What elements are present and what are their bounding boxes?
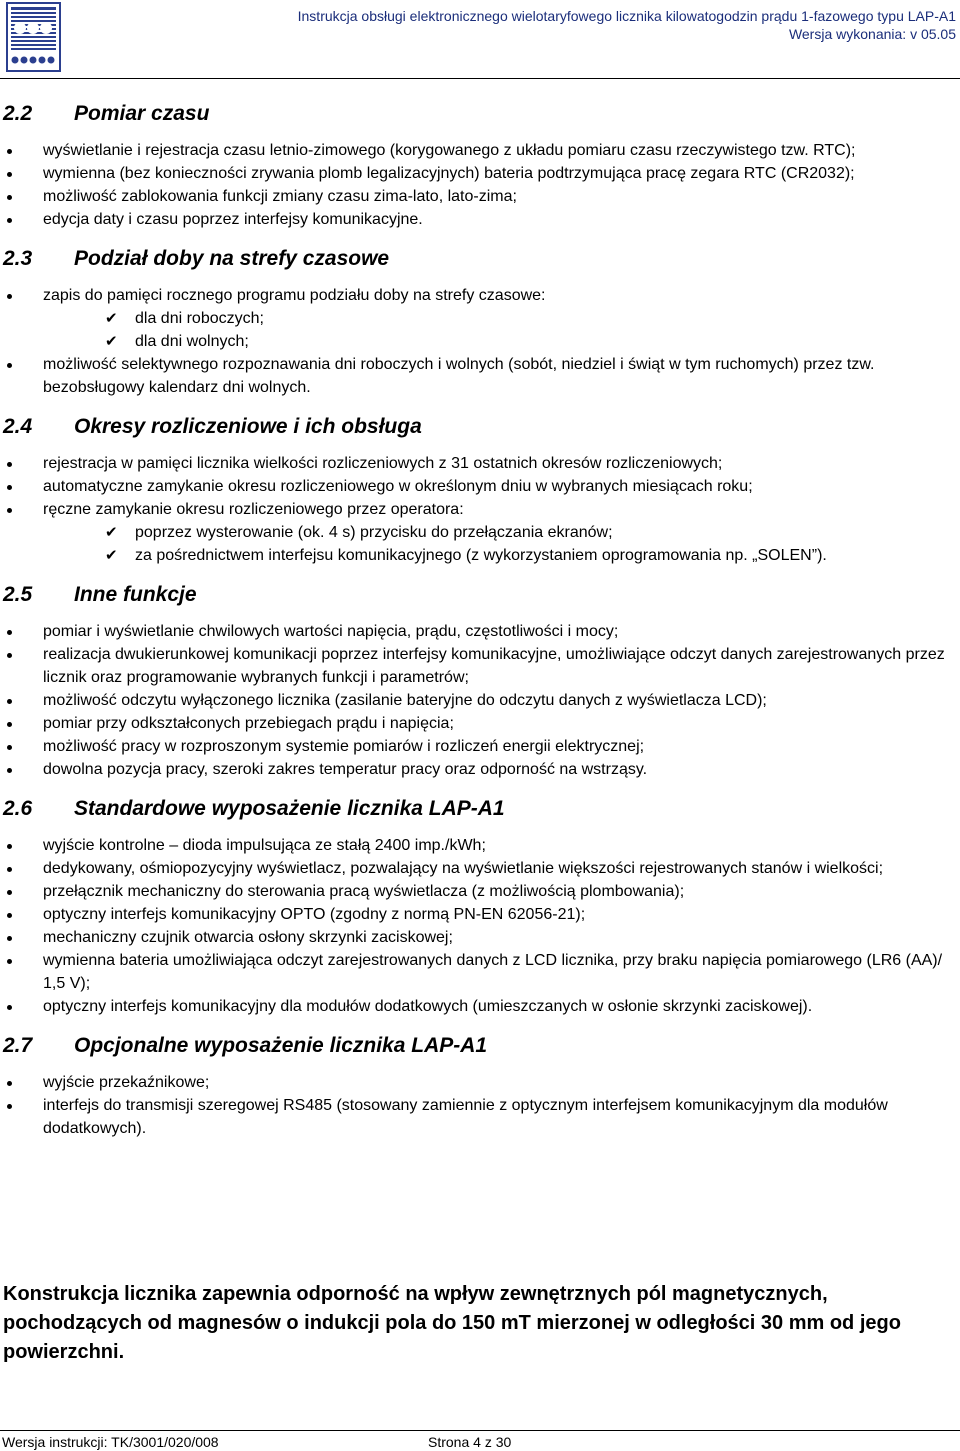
sub-list: [43, 307, 950, 353]
list-item-text: rejestracja w pamięci licznika wielkości rozliczeniowych z 31 ostatnich okresów rozliczeniowych;: [43, 455, 723, 472]
list-item: [0, 643, 960, 689]
list-item-text: wyświetlanie i rejestracja czasu letnio-zimowego (korygowanego z układu pomiaru czasu rzeczywistego tzw. RTC);: [43, 142, 856, 159]
list-item: [0, 452, 960, 475]
sub-list-item: [43, 544, 950, 567]
header-divider: [0, 78, 960, 79]
company-logo: [6, 2, 61, 72]
list-item-text: możliwość odczytu wyłączonego licznika (zasilanie bateryjne do odczytu danych z wyświetlacza LCD);: [43, 692, 767, 709]
section-2-5: [0, 583, 960, 781]
list-item-text: pomiar i wyświetlanie chwilowych wartości napięcia, prądu, częstotliwości i mocy;: [43, 623, 619, 640]
bullet-icon: [7, 172, 12, 177]
list-item: [0, 475, 960, 498]
section-heading: [0, 583, 960, 609]
list-item: [0, 880, 960, 903]
section-heading: [0, 247, 960, 273]
sub-list-item: [43, 521, 950, 544]
bullet-icon: [7, 699, 12, 704]
bullet-icon: [7, 630, 12, 635]
sub-list-item: [43, 307, 950, 330]
sub-list-item-text: za pośrednictwem interfejsu komunikacyjnego (z wykorzystaniem oprogramowania np. „SOLEN”).: [135, 547, 827, 564]
list-item: [0, 185, 960, 208]
magnetic-field-note: Konstrukcja licznika zapewnia odporność na wpływ zewnętrznych pól magnetycznych, pochodzących od magnesów o indukcji pola do 150 mT mierzonej w odległości 30 mm od jego powierzchni.: [3, 1283, 901, 1363]
list-item-text: mechaniczny czujnik otwarcia osłony skrzynki zaciskowej;: [43, 929, 453, 946]
document-body: [0, 92, 960, 1140]
section-title: Standardowe wyposażenie licznika LAP-A1: [74, 797, 505, 820]
header-title: Instrukcja obsługi elektronicznego wielotaryfowego licznika kilowatogodzin prądu 1-fazowego typu LAP-A1: [297, 8, 956, 24]
list-item: [0, 735, 960, 758]
list-item: [0, 834, 960, 857]
footer-divider: [0, 1430, 960, 1431]
list-item-text: zapis do pamięci rocznego programu podziału doby na strefy czasowe:: [43, 287, 546, 304]
list-item-text: możliwość zablokowania funkcji zmiany czasu zima-lato, lato-zima;: [43, 188, 517, 205]
list-item-text: przełącznik mechaniczny do sterowania pracą wyświetlacza (z możliwością plombowania);: [43, 883, 685, 900]
bullet-list: [0, 452, 960, 567]
section-title: Okresy rozliczeniowe i ich obsługa: [74, 415, 422, 438]
bullet-icon: [7, 1081, 12, 1086]
sub-list-item-text: poprzez wysterowanie (ok. 4 s) przycisku do przełączania ekranów;: [135, 524, 613, 541]
section-title: Opcjonalne wyposażenie licznika LAP-A1: [74, 1034, 488, 1057]
list-item: [0, 620, 960, 643]
section-heading: [0, 797, 960, 823]
list-item-text: optyczny interfejs komunikacyjny OPTO (zgodny z normą PN-EN 62056-21);: [43, 906, 586, 923]
list-item-text: dedykowany, ośmiopozycyjny wyświetlacz, pozwalający na wyświetlanie większości rejestrowanych stanów i wielkości;: [43, 860, 884, 877]
section-heading: [0, 415, 960, 441]
header-version: Wersja wykonania: v 05.05: [788, 26, 956, 42]
checkmark-icon: ✔: [105, 310, 118, 327]
section-number: 2.7: [3, 1034, 33, 1057]
list-item-text: edycja daty i czasu poprzez interfejsy komunikacyjne.: [43, 211, 423, 228]
section-number: 2.4: [3, 415, 33, 438]
section-title: Inne funkcje: [74, 583, 197, 606]
section-2-7: [0, 1034, 960, 1140]
list-item-text: dowolna pozycja pracy, szeroki zakres temperatur pracy oraz odporność na wstrząsy.: [43, 761, 648, 778]
list-item: [0, 139, 960, 162]
footer-version: Wersja instrukcji: TK/3001/020/008: [2, 1434, 219, 1450]
bullet-list: [0, 139, 960, 231]
list-item-text: interfejs do transmisji szeregowej RS485 (stosowany zamiennie z optycznym interfejsem komunikacyjnym dla modułów dodatkowych).: [43, 1097, 888, 1137]
sub-list-item-text: dla dni wolnych;: [135, 333, 249, 350]
section-title: Pomiar czasu: [74, 102, 210, 125]
section-heading: [0, 102, 960, 128]
bullet-icon: [7, 722, 12, 727]
sub-list: [43, 521, 950, 567]
bullet-icon: [7, 768, 12, 773]
bullet-icon: [7, 844, 12, 849]
section-2-3: [0, 247, 960, 399]
list-item: [0, 857, 960, 880]
bullet-icon: [7, 508, 12, 513]
list-item-text: realizacja dwukierunkowej komunikacji poprzez interfejsy komunikacyjne, umożliwiające odczyt danych zarejestrowanych przez licznik oraz programowanie wybranych funkcji i parametrów;: [43, 646, 945, 686]
section-number: 2.2: [3, 102, 33, 125]
bullet-icon: [7, 1104, 12, 1109]
list-item: [0, 689, 960, 712]
list-item: [0, 949, 960, 995]
bullet-icon: [7, 149, 12, 154]
list-item: [0, 1071, 960, 1094]
list-item: [0, 162, 960, 185]
bullet-icon: [7, 294, 12, 299]
section-2-6: [0, 797, 960, 1018]
section-number: 2.6: [3, 797, 33, 820]
list-item: [0, 284, 960, 353]
bullet-icon: [7, 218, 12, 223]
bullet-icon: [7, 1005, 12, 1010]
footer-page-number: Strona 4 z 30: [428, 1434, 512, 1450]
list-item-text: wyjście przekaźnikowe;: [43, 1074, 210, 1091]
list-item-text: możliwość pracy w rozproszonym systemie pomiarów i rozliczeń energii elektrycznej;: [43, 738, 645, 755]
bullet-icon: [7, 936, 12, 941]
bullet-icon: [7, 653, 12, 658]
sub-list-item: [43, 330, 950, 353]
bullet-icon: [7, 913, 12, 918]
list-item-text: automatyczne zamykanie okresu rozliczeniowego w określonym dniu w wybranych miesiącach roku;: [43, 478, 753, 495]
section-2-4: [0, 415, 960, 567]
bullet-list: [0, 284, 960, 399]
list-item-text: pomiar przy odkształconych przebiegach prądu i napięcia;: [43, 715, 454, 732]
list-item: [0, 926, 960, 949]
section-heading: [0, 1034, 960, 1060]
list-item: [0, 353, 960, 399]
section-title: Podział doby na strefy czasowe: [74, 247, 390, 270]
list-item: [0, 903, 960, 926]
list-item-text: wyjście kontrolne – dioda impulsująca ze stałą 2400 imp./kWh;: [43, 837, 486, 854]
bullet-icon: [7, 195, 12, 200]
list-item: [0, 208, 960, 231]
bullet-list: [0, 834, 960, 1018]
section-number: 2.5: [3, 583, 33, 606]
bullet-icon: [7, 462, 12, 467]
checkmark-icon: ✔: [105, 524, 118, 541]
list-item-text: wymienna bateria umożliwiająca odczyt zarejestrowanych danych z LCD licznika, przy braku napięcia pomiarowego (LR6 (AA)/ 1,5 V);: [43, 952, 943, 992]
list-item-text: optyczny interfejs komunikacyjny dla modułów dodatkowych (umieszczanych w osłonie skrzynki zaciskowej).: [43, 998, 813, 1015]
list-item: [0, 758, 960, 781]
section-2-2: [0, 102, 960, 231]
bullet-icon: [7, 959, 12, 964]
list-item-text: wymienna (bez konieczności zrywania plomb legalizacyjnych) bateria podtrzymująca pracę zegara RTC (CR2032);: [43, 165, 855, 182]
list-item: [0, 498, 960, 567]
list-item: [0, 712, 960, 735]
bullet-icon: [7, 485, 12, 490]
list-item: [0, 995, 960, 1018]
list-item-text: ręczne zamykanie okresu rozliczeniowego przez operatora:: [43, 501, 464, 518]
list-item-text: możliwość selektywnego rozpoznawania dni roboczych i wolnych (sobót, niedziel i świąt w tym ruchomych) przez tzw. bezobsługowy kalendarz dni wolnych.: [43, 356, 875, 396]
checkmark-icon: ✔: [105, 333, 118, 350]
bullet-icon: [7, 890, 12, 895]
section-number: 2.3: [3, 247, 33, 270]
bullet-icon: [7, 745, 12, 750]
list-item: [0, 1094, 960, 1140]
bullet-icon: [7, 867, 12, 872]
page-header: [0, 0, 960, 78]
checkmark-icon: ✔: [105, 547, 118, 564]
bullet-icon: [7, 363, 12, 368]
bullet-list: [0, 620, 960, 781]
bullet-list: [0, 1071, 960, 1140]
sub-list-item-text: dla dni roboczych;: [135, 310, 264, 327]
